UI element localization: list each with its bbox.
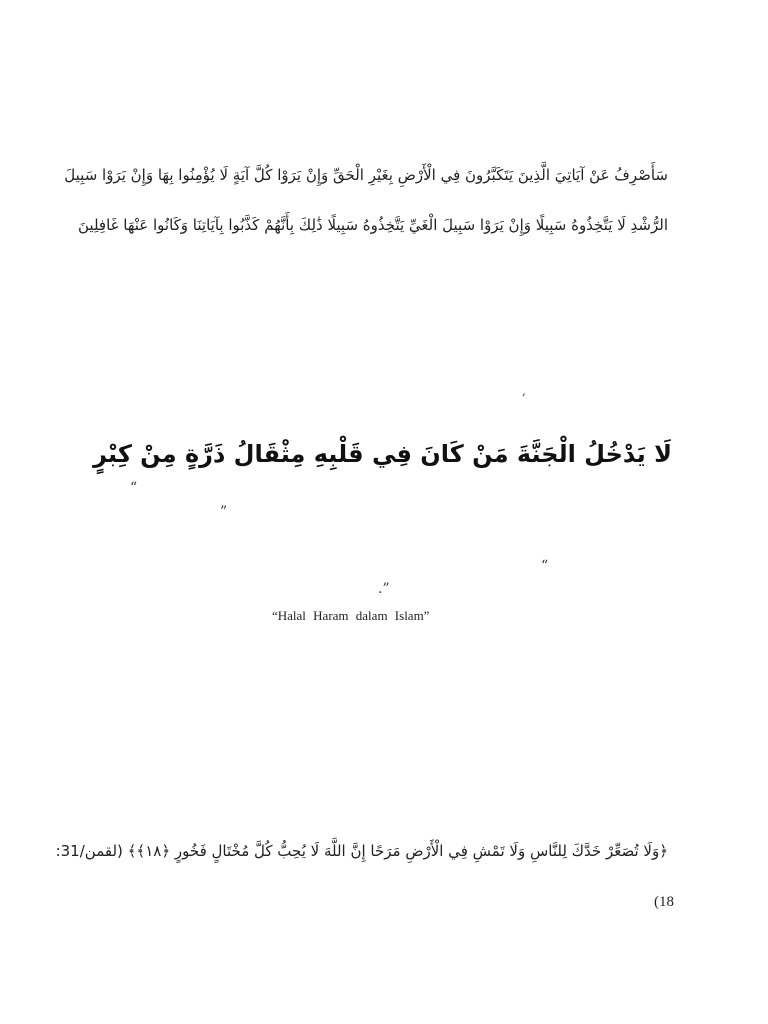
comma-mark: , [522,384,526,398]
quran-verse-luqman: ﴿وَلَا تُصَعِّرْ خَدَّكَ لِلنَّاسِ وَلَا تَمْشِ فِي الْأَرْضِ مَرَحًا إِنَّ اللَّهَ لَا يُحِبُّ كُلَّ مُخْتَالٍ فَخُورٍ ﴿١٨﴾﴾ (لقمن/31: [55,842,668,860]
book-title: “Halal Haram dalam Islam” [272,608,430,623]
hadith-text: لَا يَدْخُلُ الْجَنَّةَ مَنْ كَانَ فِي قَلْبِهِ مِثْقَالُ ذَرَّةٍ مِنْ كِبْرٍ [93,440,672,468]
close-quote-mark: ” [220,504,228,520]
open-quote-mark: “ [541,558,549,574]
open-quote-mark: “ [130,480,138,496]
footnote-number: (18 [654,894,674,910]
close-quote-mark: .” [378,581,390,597]
quran-verse-line-1: سَأَصْرِفُ عَنْ آيَاتِيَ الَّذِينَ يَتَكَبَّرُونَ فِي الْأَرْضِ بِغَيْرِ الْحَقِّ وَإِنْ يَرَوْا كُلَّ آيَةٍ لَا يُؤْمِنُوا بِهَا وَإِنْ يَرَوْا سَبِيلَ [64,166,668,184]
quran-verse-line-2: الرُّشْدِ لَا يَتَّخِذُوهُ سَبِيلًا وَإِنْ يَرَوْا سَبِيلَ الْغَيِّ يَتَّخِذُوهُ سَبِيلًا ذَٰلِكَ بِأَنَّهُمْ كَذَّبُوا بِآيَاتِنَا وَكَانُوا عَنْهَا غَافِلِينَ [78,216,668,234]
